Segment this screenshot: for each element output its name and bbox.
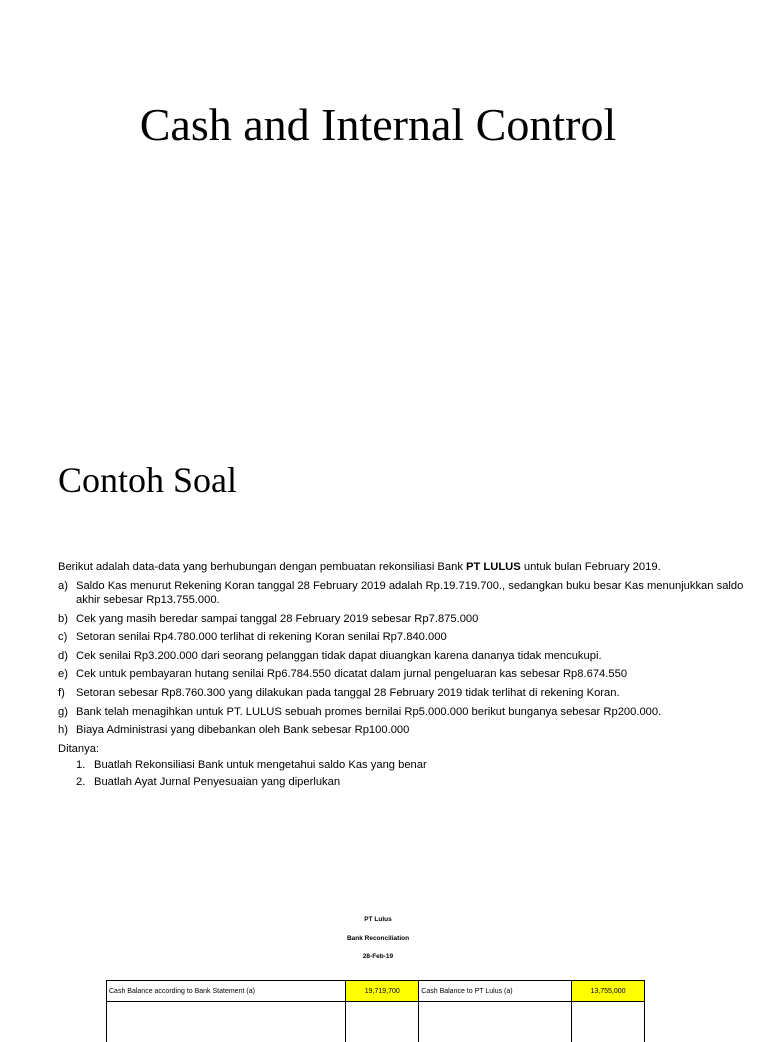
item-text: Setoran sebesar Rp8.760.300 yang dilakukan pada tanggal 28 February 2019 tidak terlihat di rekening Koran. xyxy=(76,686,748,700)
item-letter: b) xyxy=(58,612,76,626)
question-list xyxy=(58,758,748,789)
book-balance-label: Cash Balance to PT Lulus (a) xyxy=(419,981,572,1002)
table-row xyxy=(107,981,645,1002)
empty-cell xyxy=(419,1002,572,1042)
empty-cell xyxy=(572,1002,645,1042)
recon-date: 28-Feb-19 xyxy=(0,953,756,960)
intro-prefix: Berikut adalah data-data yang berhubungan dengan pembuatan rekonsiliasi Bank xyxy=(58,561,466,573)
intro-suffix: untuk bulan February 2019. xyxy=(521,561,661,573)
question-heading: Ditanya: xyxy=(58,742,748,756)
item-text: Saldo Kas menurut Rekening Koran tanggal 28 February 2019 adalah Rp.19.719.700., sedangkan buku besar Kas menunjukkan saldo akhir sebesar Rp13.755.000. xyxy=(76,579,748,607)
list-item xyxy=(58,667,748,681)
item-letter: g) xyxy=(58,705,76,719)
list-item xyxy=(58,723,748,737)
recon-company: PT Lulus xyxy=(0,916,756,923)
question-number: 2. xyxy=(76,775,94,789)
book-balance-amount: 13,755,000 xyxy=(572,981,645,1002)
list-item xyxy=(58,579,748,607)
recon-report-name: Bank Reconciliation xyxy=(0,935,756,942)
problem-statement xyxy=(58,560,748,792)
item-letter: d) xyxy=(58,649,76,663)
list-item xyxy=(76,758,748,772)
item-letter: a) xyxy=(58,579,76,607)
slide-title: Cash and Internal Control xyxy=(0,96,756,154)
list-item xyxy=(58,649,748,663)
empty-cell xyxy=(346,1002,419,1042)
problem-intro xyxy=(58,560,748,574)
question-text: Buatlah Ayat Jurnal Penyesuaian yang diperlukan xyxy=(94,775,340,789)
question-text: Buatlah Rekonsiliasi Bank untuk mengetahui saldo Kas yang benar xyxy=(94,758,427,772)
reconciliation-table xyxy=(106,980,645,1042)
list-item xyxy=(58,612,748,626)
intro-company: PT LULUS xyxy=(466,561,521,573)
list-item xyxy=(58,630,748,644)
bank-balance-label: Cash Balance according to Bank Statement (a) xyxy=(107,981,346,1002)
item-letter: c) xyxy=(58,630,76,644)
item-text: Cek yang masih beredar sampai tanggal 28 February 2019 sebesar Rp7.875.000 xyxy=(76,612,748,626)
item-letter: e) xyxy=(58,667,76,681)
section-title: Contoh Soal xyxy=(58,458,237,502)
item-text: Cek untuk pembayaran hutang senilai Rp6.784.550 dicatat dalam jurnal pengeluaran kas sebesar Rp8.674.550 xyxy=(76,667,748,681)
list-item xyxy=(76,775,748,789)
list-item xyxy=(58,686,748,700)
item-text: Setoran senilai Rp4.780.000 terlihat di rekening Koran senilai Rp7.840.000 xyxy=(76,630,748,644)
item-letter: h) xyxy=(58,723,76,737)
list-item xyxy=(58,705,748,719)
item-text: Biaya Administrasi yang dibebankan oleh Bank sebesar Rp100.000 xyxy=(76,723,748,737)
problem-items xyxy=(58,579,748,737)
bank-balance-amount: 19,719,700 xyxy=(346,981,419,1002)
question-number: 1. xyxy=(76,758,94,772)
table-row xyxy=(107,1002,645,1042)
item-text: Bank telah menagihkan untuk PT. LULUS sebuah promes bernilai Rp5.000.000 berikut bunganya sebesar Rp200.000. xyxy=(76,705,748,719)
item-letter: f) xyxy=(58,686,76,700)
empty-cell xyxy=(107,1002,346,1042)
item-text: Cek senilai Rp3.200.000 dari seorang pelanggan tidak dapat diuangkan karena dananya tidak mencukupi. xyxy=(76,649,748,663)
